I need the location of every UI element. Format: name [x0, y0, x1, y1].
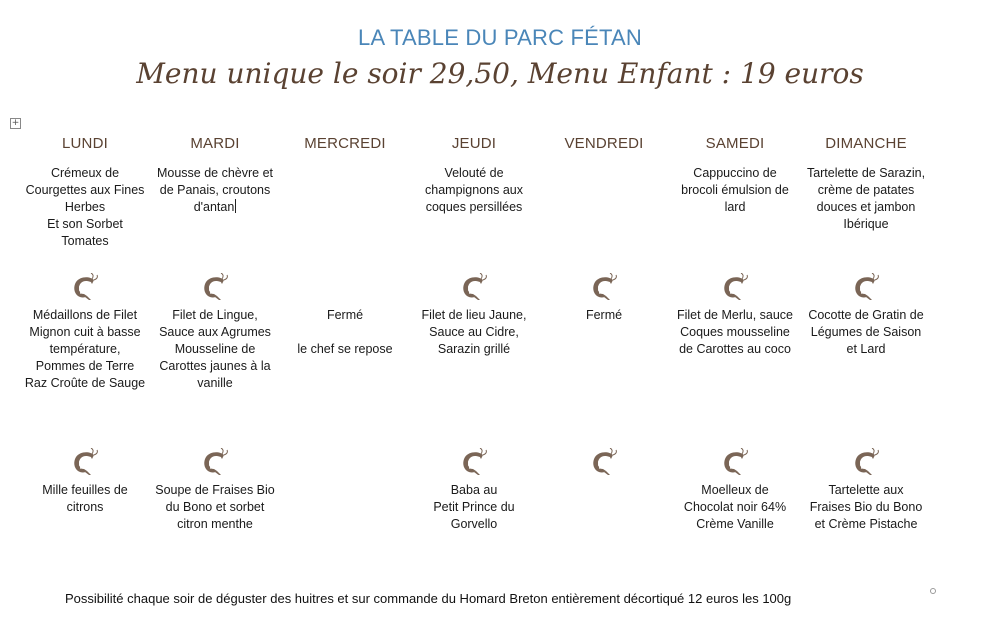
day-header: SAMEDI	[705, 135, 765, 152]
menu-line: Filet de Merlu, sauce	[676, 308, 794, 322]
menu-line: Carottes jaunes à la	[159, 359, 271, 373]
day-column-samedi	[672, 0, 798, 560]
menu-line: Fermé	[326, 308, 364, 322]
shrimp-icon	[589, 273, 619, 303]
day-header: DIMANCHE	[825, 135, 907, 152]
menu-line: douces et jambon	[816, 200, 916, 214]
shrimp-icon	[70, 448, 100, 478]
starter-cell	[152, 165, 278, 216]
menu-line: Fermé	[585, 308, 623, 322]
menu-line: Cocotte de Gratin de	[808, 308, 924, 322]
starter-cell	[22, 165, 148, 250]
menu-line: Médaillons de Filet	[32, 308, 138, 322]
menu-line: Et son Sorbet	[47, 217, 123, 231]
menu-line: brocoli émulsion de	[681, 183, 789, 197]
day-header: MARDI	[190, 135, 240, 152]
menu-line: Soupe de Fraises Bio	[155, 483, 275, 497]
day-column-mercredi	[282, 0, 408, 560]
menu-line: Filet de Lingue,	[172, 308, 258, 322]
paragraph-marker	[930, 588, 936, 594]
menu-line: Cappuccino de	[693, 166, 777, 180]
shrimp-icon	[200, 273, 230, 303]
menu-line: champignons aux	[425, 183, 523, 197]
menu-line: Crémeux de	[50, 166, 120, 180]
menu-line: Herbes	[64, 200, 106, 214]
menu-line: Sarazin grillé	[437, 342, 511, 356]
day-column-lundi	[22, 0, 148, 560]
menu-line: crème de patates	[817, 183, 915, 197]
menu-line	[282, 324, 408, 341]
menu-line: Sauce aux Agrumes	[159, 325, 271, 339]
menu-line: Mousse de chèvre et	[156, 166, 274, 180]
menu-line: Filet de lieu Jaune,	[421, 308, 527, 322]
day-column-dimanche	[803, 0, 929, 560]
menu-line: Tartelette de Sarazin,	[806, 166, 926, 180]
menu-line: de Panais, croutons	[159, 183, 271, 197]
menu-line: Courgettes aux Fines	[25, 183, 145, 197]
menu-line: de Carottes au coco	[679, 342, 791, 356]
shrimp-icon	[851, 273, 881, 303]
menu-line: Crème Vanille	[696, 517, 774, 531]
menu-line: Fraises Bio du Bono	[809, 500, 923, 514]
menu-line: lard	[724, 200, 746, 214]
menu-line: Chocolat noir 64%	[683, 500, 787, 514]
restaurant-title: LA TABLE DU PARC FÉTAN	[358, 25, 642, 50]
shrimp-icon	[720, 448, 750, 478]
menu-line: Tartelette aux	[828, 483, 904, 497]
menu-line: d'antan	[193, 200, 235, 214]
menu-line: Coques mousseline	[680, 325, 790, 339]
menu-line: citron menthe	[177, 517, 253, 531]
menu-line: Pommes de Terre	[35, 359, 135, 373]
menu-line: Velouté de	[444, 166, 504, 180]
dessert-cell	[411, 482, 537, 533]
table-move-handle[interactable]: +	[11, 118, 20, 128]
menu-line: température,	[49, 342, 121, 356]
starter-cell	[411, 165, 537, 216]
shrimp-icon	[200, 448, 230, 478]
shrimp-icon	[459, 273, 489, 303]
menu-line: Légumes de Saison	[810, 325, 922, 339]
dessert-cell	[152, 482, 278, 533]
menu-line: Mille feuilles de	[42, 483, 128, 497]
main-cell	[803, 307, 929, 358]
menu-line: et Lard	[846, 342, 886, 356]
menu-line: Moelleux de	[701, 483, 769, 497]
main-cell	[411, 307, 537, 358]
day-column-jeudi	[411, 0, 537, 560]
main-cell	[152, 307, 278, 392]
day-header: JEUDI	[451, 135, 497, 152]
main-cell	[22, 307, 148, 392]
dessert-cell	[803, 482, 929, 533]
starter-cell	[803, 165, 929, 233]
main-cell	[541, 307, 667, 324]
menu-line: vanille	[197, 376, 233, 390]
footer-note: Possibilité chaque soir de déguster des huitres et sur commande du Homard Breton entièrement décortiqué 12 euros les 100g	[65, 591, 792, 606]
shrimp-icon	[70, 273, 100, 303]
menu-line: du Bono et sorbet	[165, 500, 265, 514]
menu-line: Petit Prince du	[433, 500, 515, 514]
text-cursor	[235, 199, 236, 213]
menu-line: Raz Croûte de Sauge	[24, 376, 146, 390]
menu-line: Sauce au Cidre,	[429, 325, 519, 339]
day-header: VENDREDI	[564, 135, 644, 152]
shrimp-icon	[459, 448, 489, 478]
menu-price-subtitle: Menu unique le soir 29,50, Menu Enfant : 19 euros	[136, 57, 864, 90]
day-column-mardi	[152, 0, 278, 560]
main-cell	[672, 307, 798, 358]
menu-line: coques persillées	[425, 200, 523, 214]
dessert-cell	[672, 482, 798, 533]
shrimp-icon	[589, 448, 619, 478]
menu-line: et Crème Pistache	[814, 517, 918, 531]
day-header: LUNDI	[61, 135, 108, 152]
menu-line: Gorvello	[450, 517, 498, 531]
menu-line: Baba au	[450, 483, 498, 497]
shrimp-icon	[720, 273, 750, 303]
menu-line: Ibérique	[843, 217, 889, 231]
day-column-vendredi	[541, 0, 667, 560]
menu-line: Mignon cuit à basse	[29, 325, 141, 339]
menu-line: Mousseline de	[174, 342, 256, 356]
shrimp-icon	[851, 448, 881, 478]
starter-cell	[672, 165, 798, 216]
menu-line: Tomates	[61, 234, 109, 248]
menu-line: citrons	[66, 500, 104, 514]
dessert-cell	[22, 482, 148, 516]
main-cell	[282, 307, 408, 358]
day-header: MERCREDI	[304, 135, 386, 152]
menu-line: le chef se repose	[297, 342, 393, 356]
